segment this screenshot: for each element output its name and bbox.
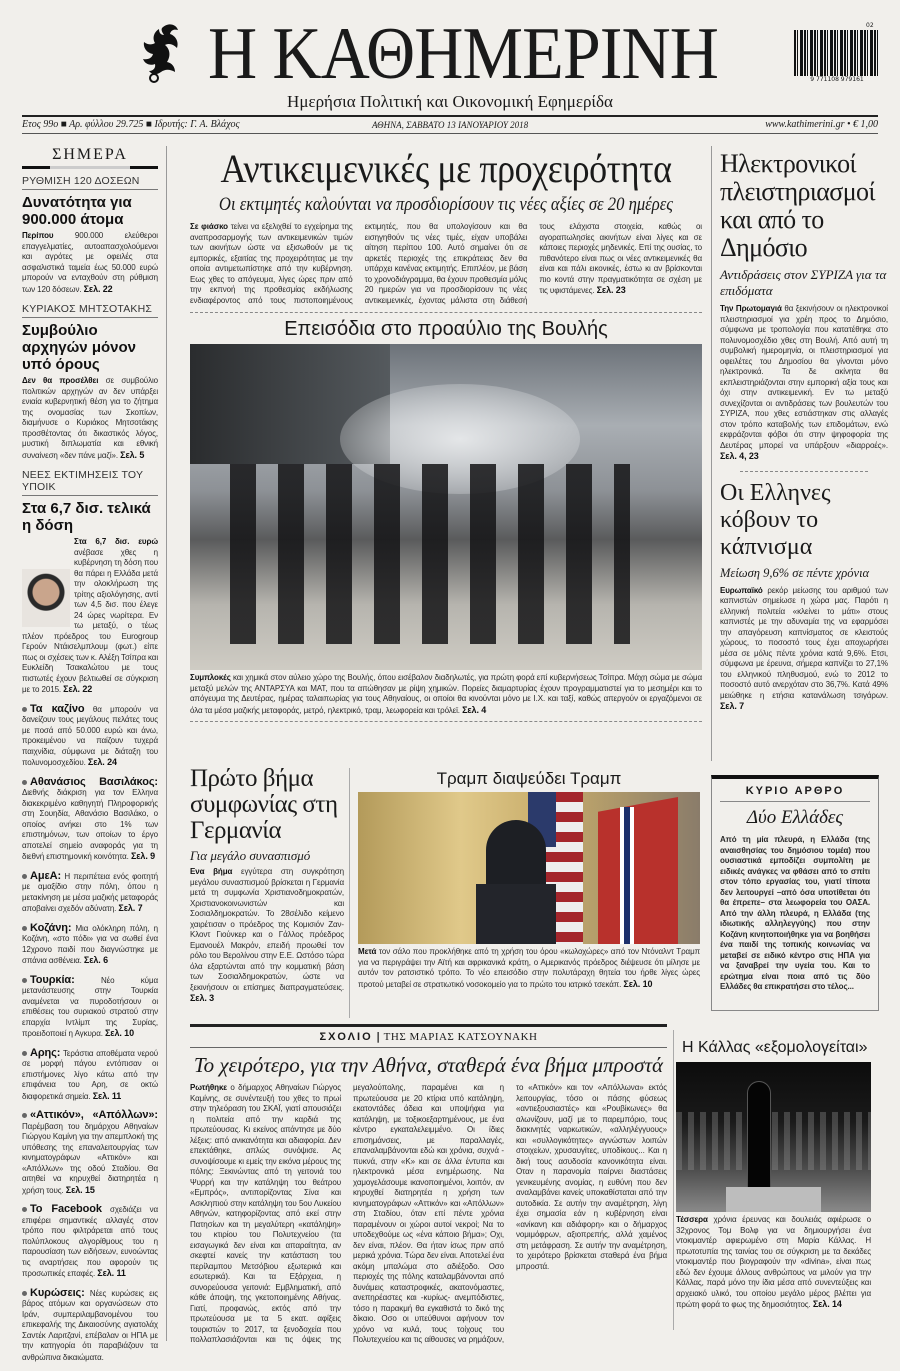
trump-caption: Μετά τον σάλο που προκλήθηκε από τη χρήση του όρου «κωλοχώρες» από τον Ντόναλντ Τραμπ για να περιγράψει την Αϊτή και αφρικανικά κράτη, ο Αμερικανός πρόεδρος διέψευσε ότι μίλησε με αυτόν τον ρατσιστικό τρόπο. Το νέο επεισόδιο στην πολυτάραχη θητεία του ήρθε λίγες ώρες προτού μεταβεί σε στρατιωτικό νοσοκομείο για το πρώτο του ιατρικό τσεκάπ. Σελ. 10 [358, 947, 700, 989]
comment-rule-top [190, 1024, 667, 1027]
price: € 1,00 [853, 119, 878, 130]
page-ref[interactable]: Σελ. 11 [92, 1090, 122, 1101]
today-story: ΝΕΕΣ ΕΚΤΙΜΗΣΕΙΣ ΤΟΥ ΥΠΟΙΚ Στα 6,7 δισ. τελικά η δόση Στα 6,7 δισ. ευρώ ανέβασε χθες η κυβέρνηση τη δόση που θα πάρει η Ελλάδα μετά την ολοκλήρωση της τρίτης αξιολόγησης, αντί των 4,5 δισ. που έλεγε 24 ώρες νωρίτερα. Εν τω μεταξύ, ο τέως πλέον πρόεδρος του Eurogroup Γερούν Ντάισελμπλουμ (φωτ.) είπε πως οι σχέσεις των κ. Αλέξη Τσίπρα και Ευκλείδη Τσακαλώτου με τους πιστωτές έχουν βελτιωθεί σε σύγκριση με το 2015. Σελ. 22 [22, 469, 158, 694]
masthead-rule-top [22, 115, 878, 117]
callas-body: Τέσσερα χρόνια έρευνας και δουλειάς αφιέρωσε ο 32χρονος Τομ Βολφ για να δημιουργήσει ένα ντοκιμαντέρ αφιερωμένο στη Μαρία Κάλλας. Η πρωτοτυπία της ταινίας του σε σύγκριση με τα δεκάδες ντοκιμαντέρ που βιογραφούν την «divina», είναι πως εδώ δεν έχουμε άλλους ανθρώπους να μιλούν για την Κάλλας, παρά μόνο την ίδια μέσα από συνεντεύξεις και αρχειακό υλικό, του οποίου μεγάλο μέρος βλέπει για πρώτη φορά το φως της δημοσιότητος. Σελ. 14 [676, 1215, 871, 1309]
comment-headline: Το χειρότερο, για την Αθήνα, σταθερά ένα βήμα μπροστά [193, 1053, 664, 1077]
editorial-headline: Δύο Ελλάδες [746, 807, 844, 828]
right-column [720, 150, 888, 713]
divider [740, 471, 868, 472]
page-ref[interactable]: Σελ. 10 [104, 1028, 134, 1038]
comment-label: ΣΧΟΛΙΟ [319, 1031, 373, 1043]
divider [673, 1030, 674, 1330]
bullet-icon [22, 926, 27, 931]
brief-title: Το Facebook [30, 1203, 102, 1215]
page-ref[interactable]: Σελ. 23 [596, 285, 626, 295]
bullet-icon [22, 978, 27, 983]
auctions-body: Την Πρωτομαγιά θα ξεκινήσουν οι ηλεκτρονικοί πλειστηριασμοί για χρέη προς το Δημόσιο, σύμφωνα με τροπολογία που κατατέθηκε στο πολυνομοσχέδιο χθες στη Βουλή. Από αυτή τη συμβολική ημερομηνία, οι πλειστηριασμοί για οφειλέτες του Δημοσίου θα γίνονται μόνο ηλεκτρονικά. Τα δε ακίνητα θα εκπλειστηριάζονται στην εμπορική αξία τους και όχι στην αντικειμενική. Εν τω μεταξύ συνεχίζονται οι αντιδράσεις των βουλευτών του ΣΥΡΙΖΑ, που χθες εστιάστηκαν στις αλλαγές στον τρόπο καταβολής των επιδομάτων, ενώ εκφράζονται φόβοι ότι στην ψηφοφορία της Δευτέρας μπορεί να υπάρξουν «διαρροές». Σελ. 4, 23 [720, 304, 888, 461]
divider [190, 312, 702, 313]
brief-title: Κυρώσεις: [30, 1286, 85, 1299]
parliament-clash-photo [190, 344, 702, 670]
page-ref[interactable]: Σελ. 7 [118, 903, 143, 913]
page-ref[interactable]: Σελ. 6 [83, 955, 108, 965]
brief-title: Τα καζίνο [30, 702, 85, 715]
page-ref[interactable]: Σελ. 4 [462, 704, 487, 715]
dateline: ΑΘΗΝΑ, ΣΑΒΒΑΤΟ 13 ΙΑΝΟΥΑΡΙΟΥ 2018 [372, 120, 529, 130]
griffin-logo-icon [132, 22, 192, 86]
founder: Ιδρυτής: Γ. Α. Βλάχος [154, 119, 240, 130]
divider [190, 721, 702, 722]
masthead-rule-bottom [22, 133, 878, 134]
story-headline: Δυνατότητα για 900.000 άτομα [22, 194, 132, 228]
comment-body: Ρωτήθηκε ο δήμαρχος Αθηναίων Γιώργος Καμίνης, σε συνέντευξή του χθες το πρωί στην τηλεόραση του ΣΚΑΪ, γιατί απουσιάζει η πολιτεία από την καρδιά της πρωτεύουσας. Κι εκείνος απάντησε με δύο λέξεις: από ανικανότητα και αδιαφορία. Δεν επεκτάθηκε, απλώς συνόψισε. Ας συνοψίσουμε κι εμείς την εικόνα μέρους της πόλης: Ξεκινώντας από τη γειτονιά του Ψυρρή και την κατάληψη του θεάτρου «Εμπρός», αντιπορίζοντας Σίνα και Ασκληπιού στην κατάληψη του 5ου Λυκείου Αθηνών, κατηφορίζοντας από εκεί στην Πατησίων και τη μεγαλύτερη «κατάληψη» του κτιρίου του Πολυτεχνείου (τα εισαγωγικά δεν είναι και απαραίτητα, αν σκεφτεί κανείς την κατάσταση του περίλαμπου Μετσόβιου εξωτερικά και εσωτερικά). Και τα Εξάρχεια, η συνορεύουσα γειτονιά: Εμβληματική, από κάθε άποψη, της γκετοποιημένης Αθήνας. Γιατί, προφανώς, εκτός από την πρωτεύουσα με τα 5 εκατ. αφίξεις τουριστών το 2017, τα ξενοδοχεία που πολλαπλασιάζονται και τις όψεις της μεγαλούπολης, παραμένει και η πρωτεύουσα με 20 κτίρια υπό κατάληψη, εκατοντάδες άδεια και υποψήφια για κατάληψη, με τοξικοεξαρτημένους, με ένα κέντρο εγκαταλελειμμένο. Οι ίδιες επισημάνσεις, με παραλλαγές, επαναλαμβάνονται εδώ και χρόνια, συχνά - πυκνά, στην «Κ» και σε άλλα έντυπα και ηλεκτρονικά μέσα ενημέρωσης. Να χαμογελάσουμε ικανοποιημένοι, λοιπόν, αν κηρυχθεί διατηρητέα η χρήση των κινηματογράφων «Αττικόν» και «Απόλλων» στη Σταδίου, όταν επί πέντε χρόνια παραμένουν οι χώροι αυτοί νεκροί; Να το υποδεχθούμε ως «ένα κάποιο βήμα»; Οχι, δεν είναι, πλέον. Θα ήταν ίσως πριν από μερικά χρόνια. Τώρα δεν είναι. Αποτελεί ένα ακόμη μπαλώμα στο αδιέξοδο. Οσο περιοχές της πόλης καταλαμβάνονται από δυνάμεις καταστροφικές, ακατονόμαστες, ανεπηρέαστες και -κυρίως- ανεμπόδιστες, τόσο η παρακμή θα εγκαθιστά το δικό της δίκαιο. Οσο οι υπεύθυνοι αφήνουν τον χρόνο να κυλά, τους τοίχους του Πολυτεχνείου και τις αίθουσες να ρημάζουν, το «Αττικόν» και τον «Απόλλωνα» εκτός λειτουργίας, τόσο οι πάσης φύσεως «αντιεξουσιαστές» και «Ρουβίκωνες» θα αλωνίζουν, μαζί με το παρεμπόριο, τους διακινητές ναρκωτικών, «αλληλέγγυους» και «συλλογικότητες» αγνώστων λοιπών στοιχείων, χρυσαυγίτες, υποδίκους... Και η δική τους ασυδοσία κανονικότητα είναι. Οταν η παρανομία παίρνει διαστάσεις γενικευμένης ανομίας, η ευθύνη που δεν αναλαμβάνει κανείς υποκαθίσταται από την αυτοδικία. Σε αυτήν την αναμέτρηση, λίγη έχει σημασία εάν η κυβέρνηση είναι «ανίκανη και αδιάφορη» και ο δήμαρχος νομιμόφρων, αξιοπρεπής, αλλά χαμένος στη μετάφραση. Σε αυτήν την αναμέτρηση, το χειρότερο βρίσκεται σταθερά ένα βήμα μπροστά. [190, 1083, 667, 1344]
divider [349, 768, 350, 1018]
brief-title: Αθανάσιος Βασιλάκος: [30, 775, 158, 788]
today-column [22, 146, 158, 1371]
page-ref[interactable]: Σελ. 14 [812, 1299, 842, 1309]
brief-item: Το Facebook σχεδιάζει να επιφέρει σημαντικές αλλαγές στον τρόπο που φιλτράρεται από τους πολύπλοκους αλγορίθμους του η παρουσίαση των ειδήσεων, ευνοώντας τις αναρτήσεις που αφορούν τις προσωπικές επαφές. Σελ. 11 [22, 1203, 158, 1278]
masthead-info-right: www.kathimerini.gr • € 1,00 [765, 119, 878, 130]
germany-subhead: Για μεγάλο συνασπισμό [190, 848, 311, 863]
lead-headline: Αντικειμενικές με προχειρότητα [220, 146, 672, 191]
brief-item: ΑμεΑ: Η περιπέτεια ενός φοιτητή με αμαξίδιο στην πόλη, όπου η μετακίνηση με μέσα μαζικής μεταφοράς αποβαίνει σχεδόν αδύνατη. Σελ. 7 [22, 869, 158, 913]
callas-headline: Η Κάλλας «εξομολογείται» [682, 1039, 868, 1056]
smoking-subhead: Μείωση 9,6% σε πέντε χρόνια [720, 565, 870, 580]
column-divider-left [166, 146, 167, 1341]
brief-title: Κοζάνη: [30, 921, 72, 934]
trump-story [358, 768, 700, 990]
comment-label-row: ΣΧΟΛΙΟ | ΤΗΣ ΜΑΡΙΑΣ ΚΑΤΣΟΥΝΑΚΗ [319, 1030, 538, 1043]
page-ref[interactable]: Σελ. 22 [63, 684, 93, 694]
brief-item: Τα καζίνο θα μπορούν να δανείζουν τους μεγάλους πελάτες τους με ποσά από 50.000 ευρώ και άνω, προκειμένου να παίζουν τυχερά παιχνίδια, σύμφωνα με διάταξη του πολυνομοσχεδίου. Σελ. 24 [22, 702, 158, 767]
lead-body: Σε φιάσκο τείνει να εξελιχθεί το εγχείρημα της αναπροσαρμογής των αντικειμενικών τιμών των ακινήτων ώστε να εξισωθούν με τις εμπορικές, εξαιτίας της προχειρότητας με την οποία αντιμετωπίστηκε από την κυβέρνηση. Εως χθες το απόγευμα, λίγες ώρες πριν από την εκπνοή της προθεσμίας εκδήλωσης ενδιαφέροντος από τους πιστοποιημένους εκτιμητές, που θα υπολογίσουν και θα εισηγηθούν τις νέες τιμές, είχαν υποβάλει αίτηση περίπου 100. Αυτό σημαίνει ότι σε αρκετές περιοχές της επικράτειας δεν θα υπάρχει κανένας εκτιμητής. Επιπλέον, με βάση το χρονοδιάγραμμα, θα έχουν προθεσμία μόλις 20 ημερών για να προσδιορίσουν τις νέες αντικειμενικές, έχοντας μάλιστα στη διάθεσή τους ελάχιστα στοιχεία, καθώς οι αγοραπωλησίες ακινήτων είναι λίγες και σε κάποιες περιοχές μηδενικές. Επί της ουσίας, το πιθανότερο είναι πως οι νέες αντικειμενικές θα είναι και πάλι εικονικές, έστω κι αν βρίσκονται πιο κοντά στην πραγματικότητα σε σχέση με τις υφιστάμενες. Σελ. 23 [190, 222, 702, 305]
photo-story-headline: Επεισόδια στο προαύλιο της Βουλής [284, 318, 608, 340]
brief-title: ΑμεΑ: [30, 869, 62, 882]
page-ref[interactable]: Σελ. 10 [623, 978, 653, 989]
dijsselbloem-photo [22, 569, 70, 627]
editorial-box [711, 775, 879, 1011]
brief-item: «Αττικόν», «Απόλλων»: Παρέμβαση του δημάρχου Αθηναίων Γιώργου Καμίνη για την απεμπλοκή της υπόθεσης της επαναλειτουργίας των κινηματογράφων «Αττικόν» και «Απόλλων» της οδού Σταδίου. Θα αιτηθεί να κηρυχθεί διατηρητέα η χρήση τους. Σελ. 15 [22, 1109, 158, 1195]
barcode-digits: 9 771108 979161 [810, 76, 864, 83]
issue-number: Αρ. φύλλου 29.725 [69, 119, 144, 130]
today-story: ΡΥΘΜΙΣΗ 120 ΔΟΣΕΩΝ Δυνατότητα για 900.000 άτομα Περίπου 900.000 ελεύθεροι επαγγελματίες, αυτοαπασχολούμενοι και αγρότες με οφειλές στα ασφαλιστικά ταμεία έως 50.000 ευρώ μπορούν να ενταχθούν στη ρύθμιση των 120 δόσεων. Σελ. 22 [22, 175, 158, 294]
germany-body: Ενα βήμα εγγύτερα στη συγκρότηση μεγάλου συνασπισμού βρίσκεται η Γερμανία μετά τη συμφωνία Χριστιανοδημοκρατών, Χριστιανοκοινωνιστών και Σοσιαλδημοκρατών. Το 28σέλιδο κείμενο χαιρέτισαν ο πρόεδρος της Κομισιόν Ζαν-Κλοντ Γιούνκερ και ο Γάλλος πρόεδρος Εμανουέλ Μακρόν, επειδή προωθεί τον ρόλο του Βερολίνου στην Ε.Ε. Ωστόσο τώρα όλα εξαρτώνται από την κομματική βάση των Σοσιαλδημοκρατών, ώστε να ξεκινήσουν οι επίσημες διαπραγματεύσεις. Σελ. 3 [190, 867, 344, 1003]
story-kicker: ΝΕΕΣ ΕΚΤΙΜΗΣΕΙΣ ΤΟΥ ΥΠΟΙΚ [22, 469, 158, 496]
barcode-issue: 02 [866, 22, 874, 29]
center-top [190, 146, 702, 722]
masthead-tagline: Ημερήσια Πολιτική και Οικονομική Εφημερίδα [287, 92, 613, 111]
year: Ετος 99ο [22, 119, 59, 130]
today-title: ΣΗΜΕΡΑ [22, 146, 158, 169]
brief-item: Κυρώσεις: Νέες κυρώσεις εις βάρος ατόμων και οργανώσεων στο Ιράν, συμπεριλαμβανομένου του επικεφαλής της Δικαιοσύνης αγιατολάχ Σαντέκ Λαριτζανί, επέβαλαν οι ΗΠΑ με την κατηγορία ότι παραβιάζουν τα ανθρώπινα δικαιώματα. [22, 1286, 158, 1362]
editorial-body: Από τη μία πλευρά, η Ελλάδα (της αναισθησίας του δημόσιου τομέα) που ουσιαστικά εμποδίζει συμπολίτη με ειδικές ανάγκες να φθάσει από το σπίτι στον τόπο εργασίας του, γιατί τίποτα δεν λειτουργεί –από όσα υποτίθεται ότι θα έπρεπε– στα λεωφορεία του ΟΑΣΑ. Από την άλλη πλευρά, η Ελλάδα (της ιδιωτικής αλληλεγγύης) που στην Κοζάνη κινητοποιήθηκε για να βοηθήσει ένα παιδί της τοπικής κοινωνίας να μεταβεί σε ειδικό κέντρο στις ΗΠΑ για να ξαναβρεί την υγεία του. Και το ερώτημα είναι ποια από τις δύο Ελλάδες θα επικρατήσει στο τέλος... [720, 835, 870, 991]
website-link[interactable]: www.kathimerini.gr [765, 119, 845, 130]
brief-item: Αρης: Τεράστια αποθέματα νερού σε μορφή πάγου εντόπισαν οι επιστήμονες λίγο κάτω από την επιφάνεια του Αρη, σε οκτώ διαφορετικά σημεία. Σελ. 11 [22, 1046, 158, 1101]
masthead-title: Η ΚΑΘΗΜΕΡΙΝΗ [208, 13, 719, 95]
column-divider-right [711, 146, 712, 761]
bullet-icon [22, 780, 27, 785]
lead-subhead: Οι εκτιμητές καλούνται να προσδιορίσουν τις νέες αξίες σε 20 ημέρες [218, 195, 674, 215]
photo-story-caption: Συμπλοκές και χημικά στον αύλειο χώρο της Βουλής, όπου εισέβαλον διαδηλωτές, για πρώτη φορά επί κυβερνήσεως Τσίπρα. Μάχη σώμα με σώμα μεταξύ μελών της ΑΝΤΑΡΣΥΑ και ΜΑΤ, που τα απώθησαν με ρίψη χημικών. Πορείες διαμαρτυρίας έχουν προγραμματιστεί για το μεσημέρι και το απόγευμα της Δευτέρας, ημέρας ταλαιπωρίας για τους Αθηναίους, οι οποίοι θα κινούνται μόνο με Ι.Χ. και ταξί, καθώς απεργούν οι εργαζόμενοι σε όλα τα μέσα μαζικής μεταφοράς, μετρό, ηλεκτρικό, τραμ, λεωφορεία και τρόλεϊ. Σελ. 4 [190, 673, 702, 715]
barcode-icon [794, 30, 880, 86]
today-story: ΚΥΡΙΑΚΟΣ ΜΗΤΣΟΤΑΚΗΣ Συμβούλιο αρχηγών μόνον υπό όρους Δεν θα προσέλθει σε συμβούλιο πολιτικών αρχηγών αν δεν υπάρξει ενιαία κυβερνητική θέση για το ζήτημα της ονομασίας των Σκοπίων, διαμήνυσε ο Κυριάκος Μητσοτάκης προσθέτοντας ότι δικαστικός λόγος, μυστική διπλωματία και εθνική συναίνεση «δεν πάνε μαζί». Σελ. 5 [22, 303, 158, 460]
auctions-headline: Ηλεκτρονικοί πλειστηριασμοί και από το Δημόσιο [720, 149, 875, 262]
comment-rule [190, 1047, 667, 1048]
page-ref[interactable]: Σελ. 9 [130, 851, 156, 861]
smoking-headline: Οι Ελληνες κόβουν το κάπνισμα [720, 479, 831, 560]
bullet-icon [22, 1113, 27, 1118]
story-kicker: ΚΥΡΙΑΚΟΣ ΜΗΤΣΟΤΑΚΗΣ [22, 303, 158, 318]
page-ref[interactable]: Σελ. 22 [83, 283, 113, 294]
page-ref[interactable]: Σελ. 3 [190, 993, 215, 1003]
bullet-icon [22, 874, 27, 879]
story-kicker: ΡΥΘΜΙΣΗ 120 ΔΟΣΕΩΝ [22, 175, 158, 190]
callas-story [676, 1038, 876, 1311]
trump-press-photo [358, 792, 700, 944]
page-ref[interactable]: Σελ. 15 [65, 1184, 95, 1195]
story-headline: Συμβούλιο αρχηγών μόνον υπό όρους [22, 322, 137, 373]
bullet-icon [22, 1207, 27, 1212]
brief-item: Αθανάσιος Βασιλάκος: Διεθνής διάκριση για τον Ελληνα διακεκριμένο καθηγητή Πληροφορικής στη Σουηδία, Αθανάσιο Βασιλάκο, ο οποίος ανήκει στο 1% των επιστημόνων, των οποίων το έργο αποτελεί σημείο αναφοράς για τη διεθνή επιστημονική κοινότητα. Σελ. 9 [22, 775, 158, 861]
brief-title: Αρης: [30, 1046, 61, 1059]
brief-title: Τουρκία: [30, 973, 75, 986]
brief-item: Κοζάνη: Μια ολόκληρη πόλη, η Κοζάνη, «στο πόδι» για να σωθεί ένα 12χρονο παιδί που διαγνώστηκε με σπάνια ασθένεια. Σελ. 6 [22, 921, 158, 965]
callas-concert-photo [676, 1062, 871, 1212]
brief-title: «Αττικόν», «Απόλλων»: [30, 1109, 158, 1121]
germany-headline: Πρώτο βήμα συμφωνίας στη Γερμανία [190, 765, 338, 844]
editorial-label: ΚΥΡΙΟ ΑΡΘΡΟ [720, 785, 870, 802]
trump-headline: Τραμπ διαψεύδει Τραμπ [436, 769, 622, 788]
comment-byline: ΤΗΣ ΜΑΡΙΑΣ ΚΑΤΣΟΥΝΑΚΗ [383, 1031, 538, 1043]
page-ref[interactable]: Σελ. 24 [87, 757, 117, 767]
auctions-subhead: Αντιδράσεις στον ΣΥΡΙΖΑ για τα επιδόματα [720, 267, 887, 298]
bullet-icon [22, 1291, 27, 1296]
germany-story [190, 766, 344, 1005]
page-ref[interactable]: Σελ. 5 [120, 449, 145, 460]
story-headline: Στα 6,7 δισ. τελικά η δόση [22, 500, 151, 534]
smoking-body: Ευρωπαϊκό ρεκόρ μείωσης του αριθμού των καπνιστών σημείωσε η χώρα μας. Παρότι η ελληνική πολιτεία «κλείνει το μάτι» στους καπνιστές με την αδυναμία της να εφαρμόσει την απαγόρευση καπνίσματος σε κλειστούς χώρους, το ποσοστό τους έχει αποχωρήσει μέσα σε μόλις πέντε χρόνια κατά 9,6%. Ετσι, σύμφωνα με έρευνα, σήμερα καπνίζει το 27,1% του ελληνικού πληθυσμού, ενώ το 2012 το ποσοστό αυτό ανερχόταν στο 36,7%. Κατά 49% μειώθηκε η ετήσια κατανάλωση τσιγάρων. Σελ. 7 [720, 585, 888, 711]
masthead-info-left: Ετος 99ο ■ Αρ. φύλλου 29.725 ■ Ιδρυτής: Γ. Α. Βλάχος [22, 119, 240, 130]
page-ref[interactable]: Σελ. 7 [720, 701, 745, 711]
brief-item: Τουρκία: Νέο κύμα μετανάστευσης στην Τουρκία αναμένεται να πυροδοτήσουν οι επιθέσεις του συριακού στρατού στην επαρχία Ιντλίμπ της Συρίας, προειδοποιεί η Αγκυρα. Σελ. 10 [22, 973, 158, 1038]
page-ref[interactable]: Σελ. 11 [97, 1268, 126, 1278]
bullet-icon [22, 1051, 27, 1056]
page-ref[interactable]: Σελ. 4, 23 [720, 451, 759, 461]
bullet-icon [22, 707, 27, 712]
